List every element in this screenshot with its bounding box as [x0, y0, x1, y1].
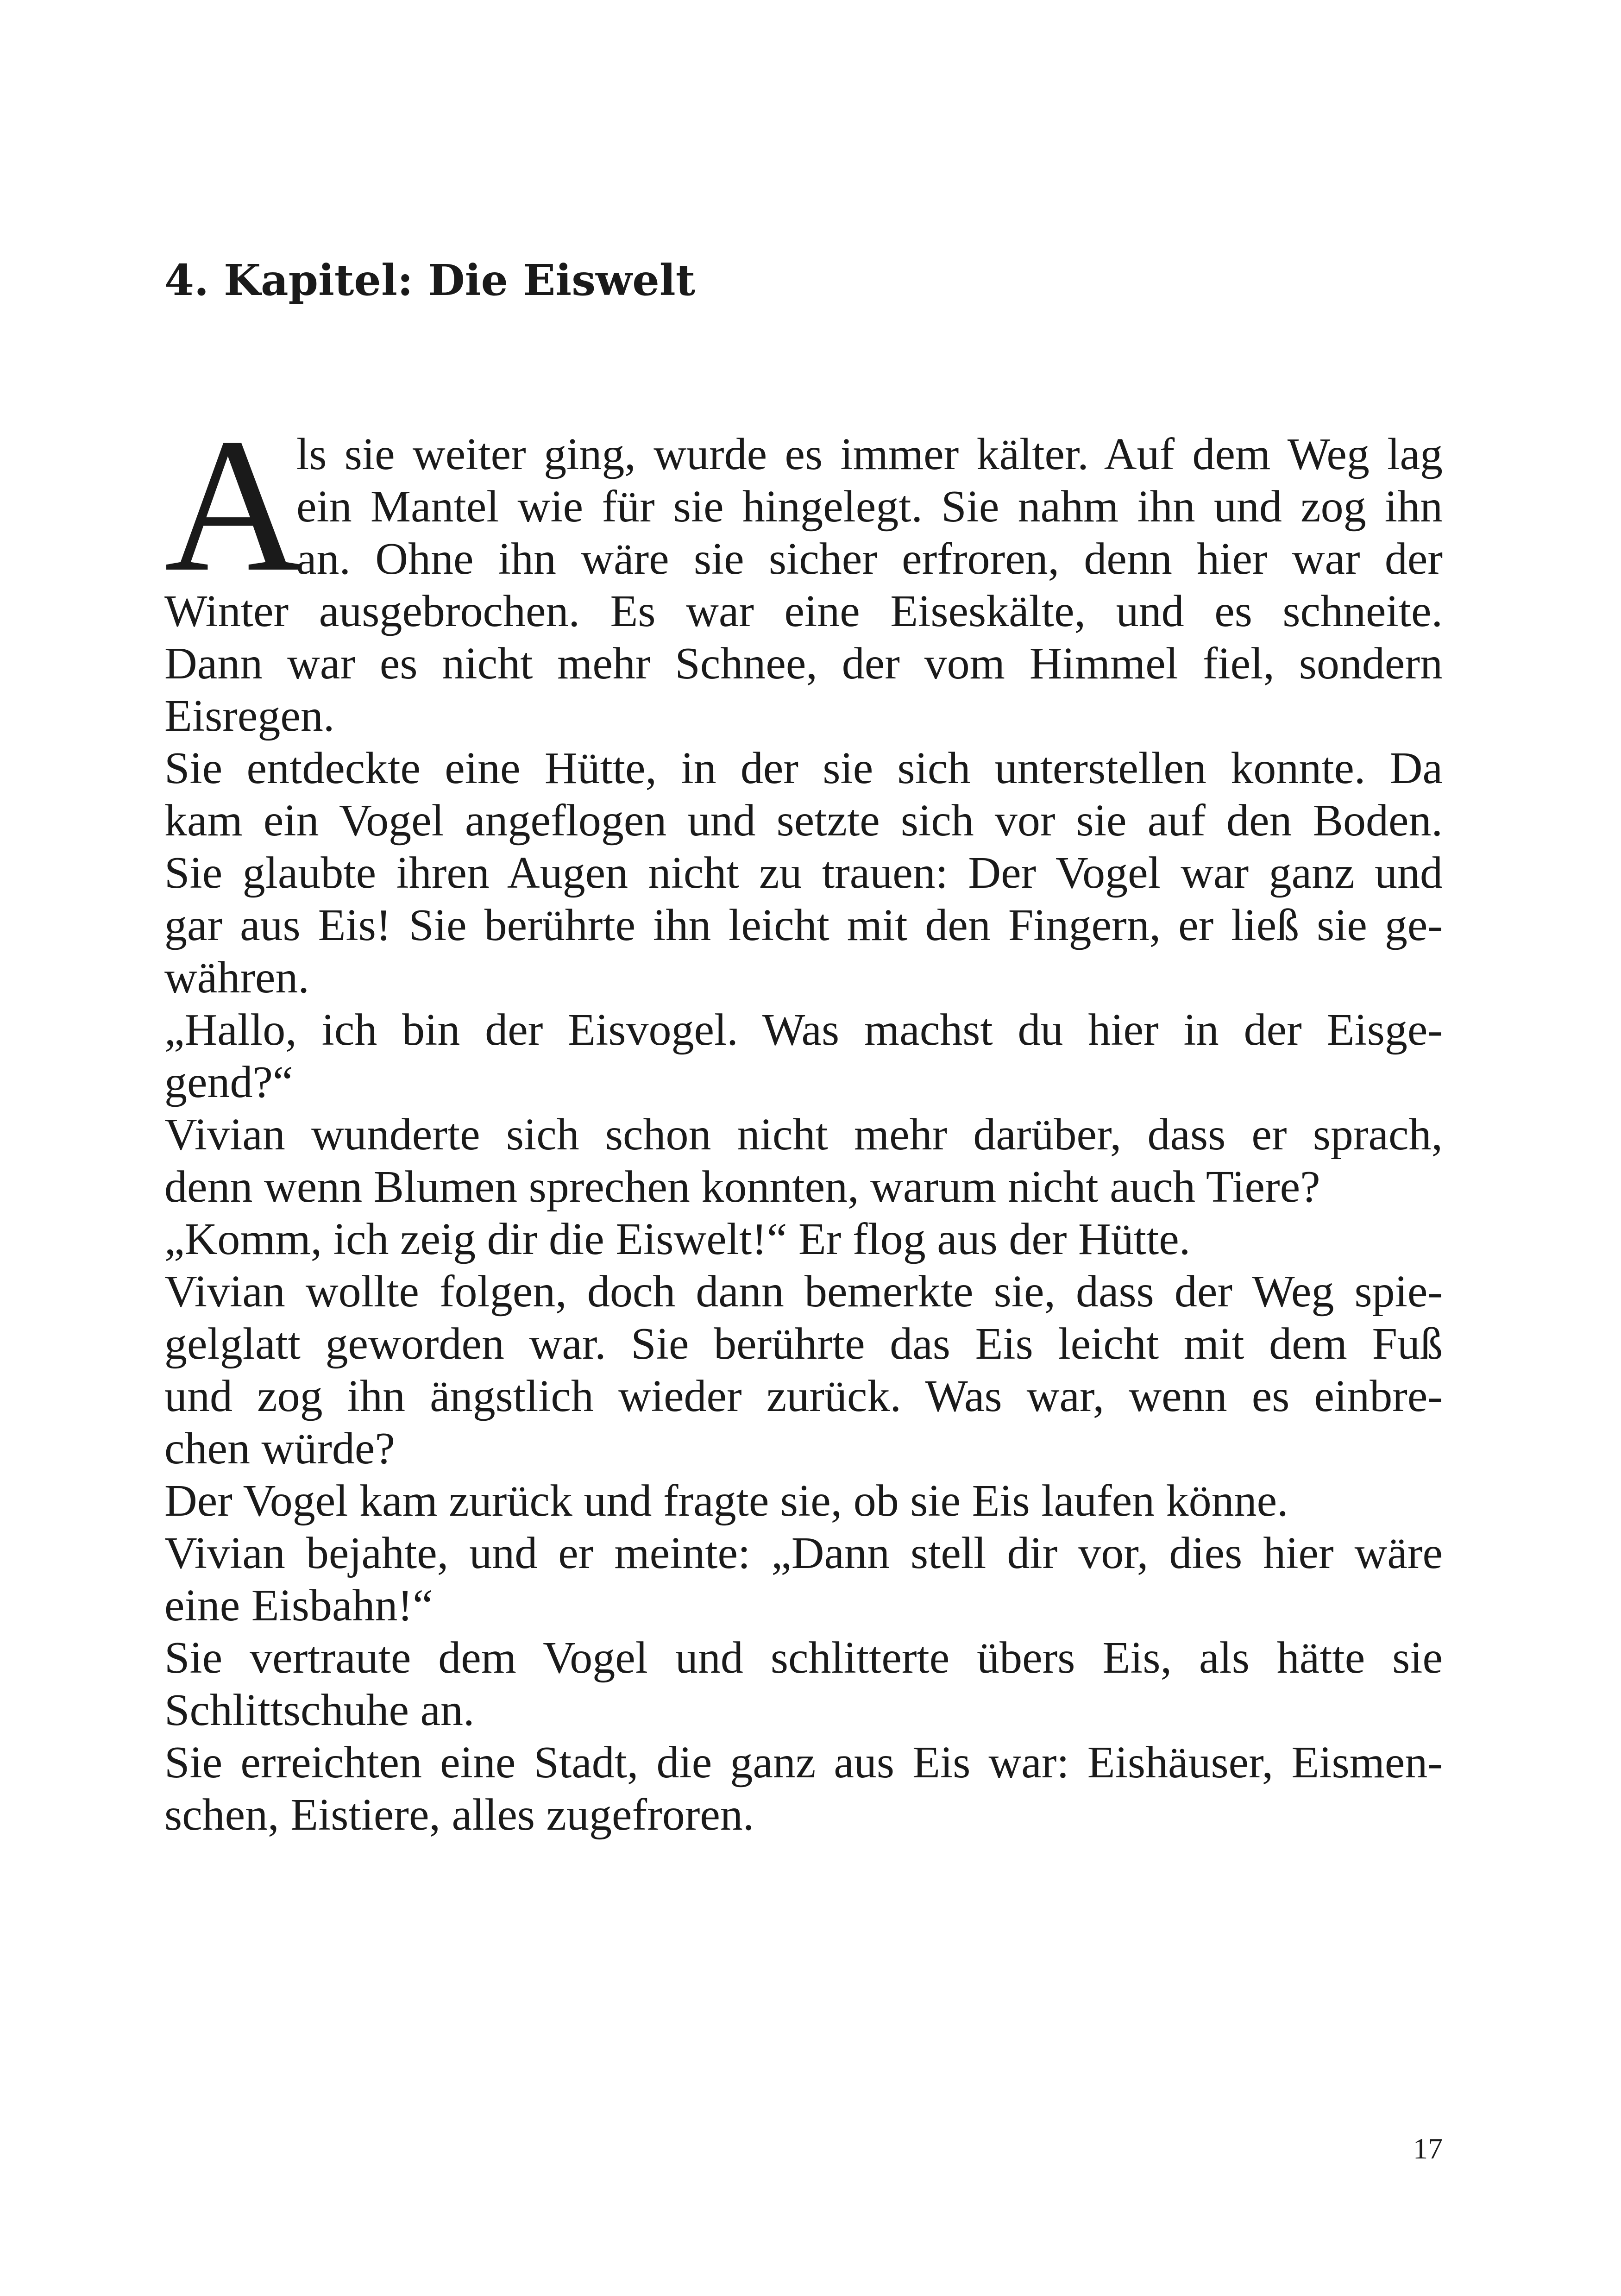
text-line: ein Mantel wie für sie hingelegt. Sie nahm ihn und zog ihn — [296, 482, 1443, 532]
text-line: gar aus Eis! Sie berührte ihn leicht mit den Fingern, er ließ sie ge- — [164, 900, 1443, 950]
text-line: eine Eisbahn!“ — [164, 1581, 433, 1631]
chapter-body — [164, 398, 1443, 1841]
text-line: Sie vertraute dem Vogel und schlitterte übers Eis, als hätte sie — [164, 1633, 1443, 1683]
text-line: schen, Eistiere, alles zugefroren. — [164, 1790, 754, 1840]
text-line: an. Ohne ihn wäre sie sicher erfroren, denn hier war der — [296, 534, 1443, 584]
drop-cap: A — [164, 398, 303, 611]
text-line: denn wenn Blumen sprechen konnten, warum nicht auch Tiere? — [164, 1162, 1320, 1212]
text-line: Der Vogel kam zurück und fragte sie, ob sie Eis laufen könne. — [164, 1476, 1288, 1526]
text-line: Sie erreichten eine Stadt, die ganz aus Eis war: Eishäuser, Eismen- — [164, 1738, 1443, 1788]
text-line: „Hallo, ich bin der Eisvogel. Was machst du hier in der Eisge- — [164, 1005, 1443, 1055]
text-line: Eisregen. — [164, 691, 335, 741]
text-line: Vivian wunderte sich schon nicht mehr darüber, dass er sprach, — [164, 1110, 1443, 1160]
text-line: „Komm, ich zeig dir die Eiswelt!“ Er flog aus der Hütte. — [164, 1214, 1191, 1264]
text-line: Vivian bejahte, und er meinte: „Dann stell dir vor, dies hier wäre — [164, 1528, 1443, 1578]
text-line: Winter ausgebrochen. Es war eine Eiseskälte, und es schneite. — [164, 586, 1443, 636]
page-number: 17 — [1413, 2132, 1443, 2165]
text-line: Vivian wollte folgen, doch dann bemerkte sie, dass der Weg spie- — [164, 1267, 1443, 1317]
text-line: Dann war es nicht mehr Schnee, der vom Himmel fiel, sondern — [164, 639, 1443, 689]
chapter-title: 4. Kapitel: Die Eiswelt — [164, 255, 696, 305]
text-line: währen. — [164, 953, 309, 1003]
text-line: gend?“ — [164, 1057, 293, 1107]
text-line: Schlittschuhe an. — [164, 1685, 475, 1735]
text-line: und zog ihn ängstlich wieder zurück. Was war, wenn es einbre- — [164, 1371, 1443, 1421]
text-line: Sie entdeckte eine Hütte, in der sie sich unterstellen konnte. Da — [164, 743, 1443, 793]
text-line: Sie glaubte ihren Augen nicht zu trauen: Der Vogel war ganz und — [164, 848, 1443, 898]
text-line: gelglatt geworden war. Sie berührte das Eis leicht mit dem Fuß — [164, 1319, 1443, 1369]
text-line: ls sie weiter ging, wurde es immer kälter. Auf dem Weg lag — [296, 429, 1443, 479]
text-line: kam ein Vogel angeflogen und setzte sich vor sie auf den Boden. — [164, 796, 1443, 846]
text-line: chen würde? — [164, 1424, 395, 1474]
